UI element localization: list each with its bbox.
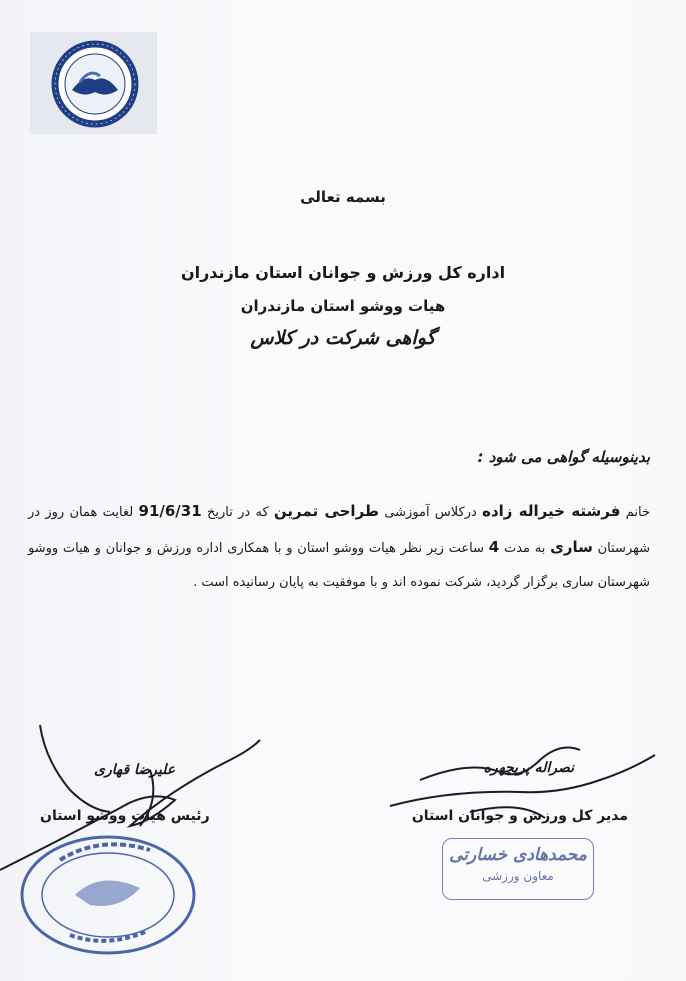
body-text-3: که در تاریخ [201,505,274,520]
left-signature [0,725,260,870]
organization-line-2: هیات ووشو استان مازندران [240,297,446,315]
document-title: گواهی شرکت در کلاس [250,327,436,349]
signatory-left-title: رئیس هیات ووشو استان [40,808,210,824]
deputy-stamp [442,838,594,900]
body-text-2: درکلاس آموزشی [379,505,483,520]
signatory-right-title: مدیر کل ورزش و جوانان استان [411,808,628,824]
bismillah-heading: بسمه تعالی [300,188,386,206]
signatory-left-name: علیرضا قهاری [94,762,176,778]
wushu-board-seal-icon [22,837,194,953]
body-text-5: به مدت [499,541,551,556]
course-date: 91/6/31 [138,502,202,520]
stamp-title: معاون ورزشی [482,869,554,883]
body-text-4: لغایت همان روز در شهرستان [28,505,651,556]
body-text-6: ساعت زیر نظر هیات ووشو استان و با همکاری اداره ورزش و جوانان و هیات ووشو شهرستان ساری برگزار گردید، شرکت نموده اند و با موفقیت به پایان رسانیده است . [28,541,650,590]
course-hours: 4 [488,538,500,556]
right-signature [390,748,655,818]
course-name: طراحی تمرین [273,502,380,520]
recipient-name: فرشته خیراله زاده [482,502,621,520]
intro-line: بدینوسیله گواهی می شود : [477,448,650,466]
signatory-right-name: نصراله پرپچهره [483,760,574,776]
organization-line-1: اداره کل ورزش و جوانان استان مازندران [180,263,506,282]
city-name: ساری [550,538,593,556]
stamp-name: محمدهادی خسارتی [449,845,587,865]
body-text-1: خانم [620,505,650,520]
